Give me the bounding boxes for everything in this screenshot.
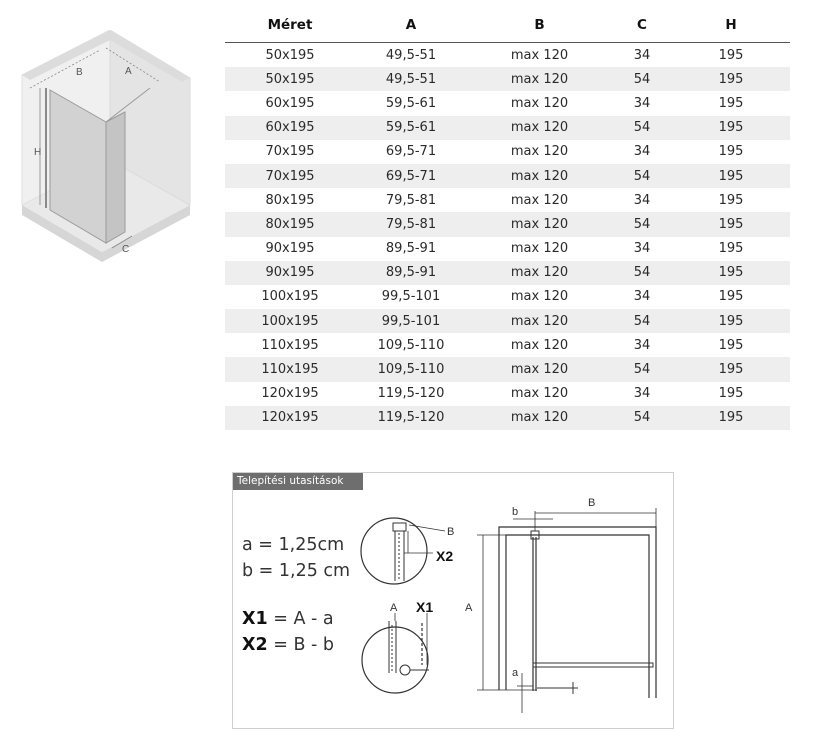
table-cell: 59,5-61 [355, 116, 467, 140]
table-cell: 195 [718, 47, 744, 63]
x2-expression: = B - b [267, 635, 335, 655]
table-cell: 54 [612, 116, 672, 140]
table-row [225, 357, 790, 381]
table-cell: 110x195 [225, 357, 355, 381]
table-cell: 195 [672, 406, 790, 430]
table-cell: 34 [633, 386, 651, 402]
column-header-b: B [467, 8, 612, 43]
table-cell: max 120 [467, 406, 612, 430]
table-cell: max 120 [510, 192, 569, 208]
table-row [225, 406, 790, 430]
detail-bottom-label-x1: X1 [416, 599, 434, 615]
table-cell: 54 [612, 406, 672, 430]
iso-label-c: C [122, 244, 130, 255]
shower-isometric-diagram [18, 30, 198, 280]
table-cell: 119,5-120 [377, 386, 445, 402]
table-cell: max 120 [510, 47, 569, 63]
table-row [225, 333, 790, 357]
glass-return [106, 112, 125, 243]
table-cell: max 120 [467, 309, 612, 333]
installation-drawings [233, 473, 673, 728]
plan-label-b: B [588, 497, 596, 509]
formula-b: b = 1,25 cm [242, 561, 351, 581]
table-cell: 195 [718, 144, 744, 160]
dimensions-table [225, 8, 790, 430]
table-cell: max 120 [510, 386, 569, 402]
table-cell: 34 [633, 144, 651, 160]
table-header-row [225, 8, 790, 43]
table-cell: 80x195 [225, 212, 355, 236]
table-cell: 54 [612, 357, 672, 381]
table-cell: 34 [633, 337, 651, 353]
plan-label-a: A [465, 602, 473, 614]
table-row [225, 285, 790, 309]
table-row [225, 164, 790, 188]
table-cell: 70x195 [225, 164, 355, 188]
table-cell: 195 [718, 289, 744, 305]
x1-symbol: X1 [242, 609, 268, 629]
table-row [225, 43, 790, 68]
table-cell: max 120 [467, 116, 612, 140]
detail-top-circle [361, 518, 454, 584]
table-cell: 109,5-110 [355, 357, 467, 381]
table-cell: 54 [612, 261, 672, 285]
table-cell: 195 [672, 67, 790, 91]
table-cell: 195 [672, 309, 790, 333]
x2-symbol: X2 [242, 635, 268, 655]
table-cell: 120x195 [261, 386, 319, 402]
table-cell: 119,5-120 [355, 406, 467, 430]
plan-label-a-small: a [512, 667, 519, 679]
table-cell: 99,5-101 [381, 289, 441, 305]
iso-label-b: B [76, 67, 83, 78]
table-row [225, 237, 790, 261]
table-cell: max 120 [467, 212, 612, 236]
table-cell: 34 [633, 95, 651, 111]
floor-plan [465, 497, 656, 713]
detail-top-label-x2: X2 [436, 548, 454, 564]
table-cell: max 120 [467, 357, 612, 381]
table-cell: 90x195 [265, 241, 315, 257]
table-cell: 195 [718, 192, 744, 208]
table-cell: max 120 [510, 289, 569, 305]
table-cell: 100x195 [225, 309, 355, 333]
table-cell: 89,5-91 [355, 261, 467, 285]
iso-label-h: H [34, 147, 42, 158]
table-cell: 80x195 [265, 192, 315, 208]
table-cell: 54 [612, 67, 672, 91]
column-header-h: H [672, 8, 790, 43]
table-cell: 89,5-91 [385, 241, 437, 257]
table-cell: 110x195 [261, 337, 319, 353]
table-cell: 195 [672, 357, 790, 381]
table-cell: 195 [718, 95, 744, 111]
table-cell: 34 [633, 289, 651, 305]
table-cell: 99,5-101 [355, 309, 467, 333]
table-cell: 49,5-51 [385, 47, 437, 63]
table-cell: 120x195 [225, 406, 355, 430]
table-cell: 70x195 [265, 144, 315, 160]
table-cell: 195 [672, 212, 790, 236]
table-cell: 60x195 [265, 95, 315, 111]
table-cell: 79,5-81 [355, 212, 467, 236]
table-cell: 54 [612, 164, 672, 188]
table-cell: 50x195 [225, 67, 355, 91]
table-row [225, 261, 790, 285]
installation-tab-label: Telepítési utasítások [233, 473, 363, 490]
iso-label-a: A [125, 66, 132, 77]
table-cell: 79,5-81 [385, 192, 437, 208]
table-cell: 90x195 [225, 261, 355, 285]
column-header-c: C [612, 8, 672, 43]
table-cell: 69,5-71 [355, 164, 467, 188]
column-header-a: A [355, 8, 467, 43]
table-cell: 54 [612, 212, 672, 236]
table-cell: max 120 [467, 164, 612, 188]
plan-label-b-small: b [512, 506, 519, 518]
table-row [225, 67, 790, 91]
detail-bottom-label-a: A [390, 602, 398, 614]
formula-a: a = 1,25cm [242, 535, 345, 555]
table-cell: 195 [672, 164, 790, 188]
table-cell: 54 [612, 309, 672, 333]
table-cell: 195 [672, 261, 790, 285]
table-cell: 34 [633, 192, 651, 208]
table-cell: 69,5-71 [385, 144, 437, 160]
table-row [225, 91, 790, 115]
table-row [225, 116, 790, 140]
table-cell: max 120 [467, 67, 612, 91]
table-cell: 195 [718, 337, 744, 353]
x1-expression: = A - a [267, 609, 334, 629]
table-row [225, 212, 790, 236]
table-cell: max 120 [467, 261, 612, 285]
table-row [225, 188, 790, 212]
table-cell: max 120 [510, 95, 569, 111]
table-cell: max 120 [510, 144, 569, 160]
table-cell: 50x195 [265, 47, 315, 63]
table-body [225, 43, 790, 431]
table-row [225, 382, 790, 406]
table-row [225, 140, 790, 164]
table-cell: 34 [633, 241, 651, 257]
table-cell: 195 [718, 386, 744, 402]
installation-instructions-panel [232, 472, 674, 729]
column-header-meret: Méret [225, 8, 355, 43]
table-cell: 195 [718, 241, 744, 257]
table-cell: max 120 [510, 337, 569, 353]
table-row [225, 309, 790, 333]
table-cell: 100x195 [261, 289, 319, 305]
table-cell: 49,5-51 [355, 67, 467, 91]
table-cell: 60x195 [225, 116, 355, 140]
detail-top-label-b: B [447, 526, 455, 538]
table-cell: 109,5-110 [377, 337, 445, 353]
table-cell: 195 [672, 116, 790, 140]
table-cell: max 120 [510, 241, 569, 257]
table-cell: 34 [633, 47, 651, 63]
detail-bottom-circle [362, 599, 433, 693]
table-cell: 59,5-61 [385, 95, 437, 111]
